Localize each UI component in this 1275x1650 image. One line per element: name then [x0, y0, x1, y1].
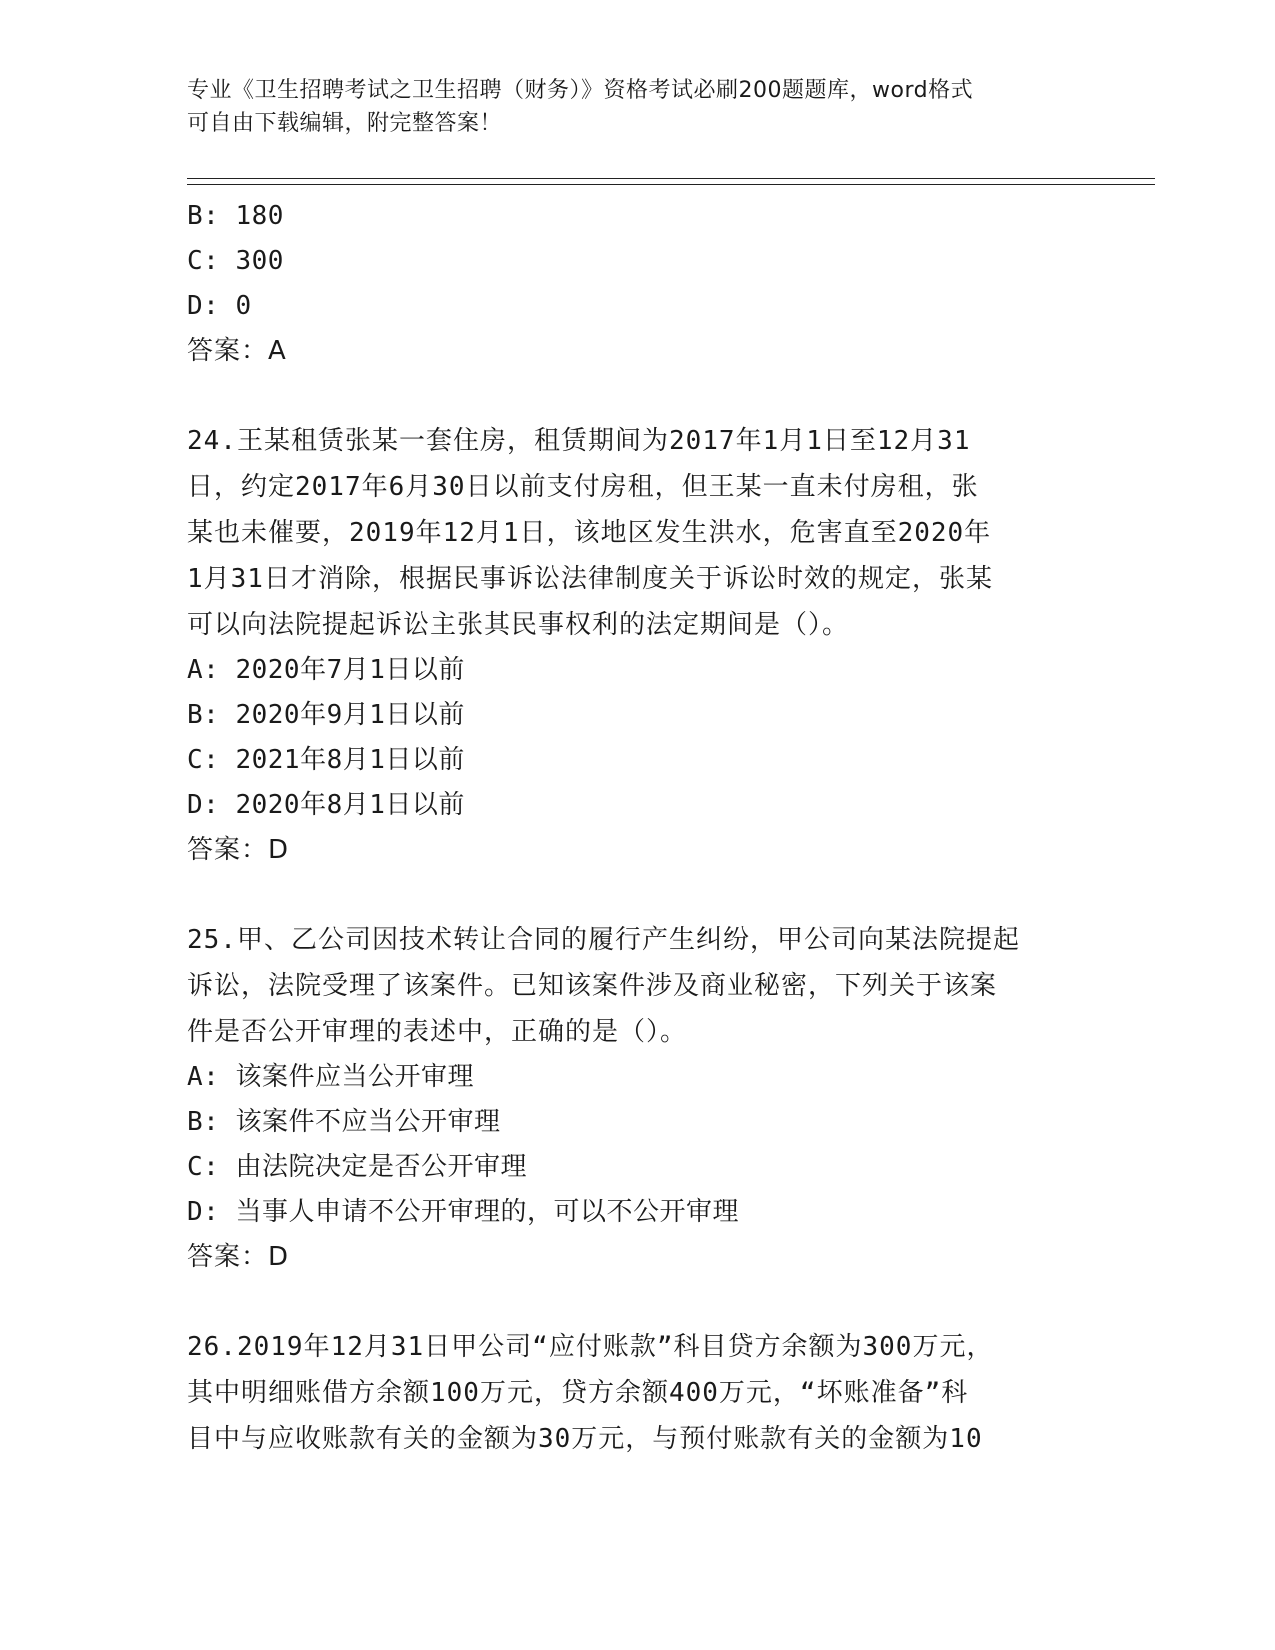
- header-rule-top: [187, 178, 1155, 179]
- option-d: D: 当事人申请不公开审理的，可以不公开审理: [187, 1197, 739, 1227]
- option-a: A: 该案件应当公开审理: [187, 1062, 474, 1092]
- question-24: [187, 418, 1087, 873]
- option-c: C: 300: [187, 246, 284, 276]
- answer: 答案：D: [187, 835, 290, 865]
- option-b: B: 2020年9月1日以前: [187, 700, 465, 730]
- question-25: [187, 917, 1087, 1280]
- option-d: D: 0: [187, 291, 252, 321]
- document-header: [187, 74, 1067, 140]
- option-c: C: 2021年8月1日以前: [187, 745, 465, 775]
- question-text-line: 诉讼，法院受理了该案件。已知该案件涉及商业秘密，下列关于该案: [187, 971, 998, 1001]
- question-text-line: 24.王某租赁张某一套住房，租赁期间为2017年1月1日至12月31: [187, 426, 971, 456]
- question-text-line: 可以向法院提起诉讼主张其民事权利的法定期间是（）。: [187, 610, 850, 640]
- question-text-line: 日，约定2017年6月30日以前支付房租，但王某一直未付房租，张: [187, 472, 979, 502]
- answer: 答案：D: [187, 1242, 290, 1272]
- question-text-line: 某也未催要，2019年12月1日，该地区发生洪水，危害直至2020年: [187, 518, 992, 548]
- option-a: A: 2020年7月1日以前: [187, 655, 465, 685]
- question-text-line: 件是否公开审理的表述中，正确的是（）。: [187, 1017, 688, 1047]
- option-b: B: 该案件不应当公开审理: [187, 1107, 501, 1137]
- previous-question: [187, 194, 1087, 374]
- option-b: B: 180: [187, 201, 284, 231]
- question-text-line: 其中明细账借方余额100万元，贷方余额400万元，“坏账准备”科: [187, 1378, 969, 1408]
- question-text-line: 25.甲、乙公司因技术转让合同的履行产生纠纷，甲公司向某法院提起: [187, 925, 1020, 955]
- document-body: [187, 194, 1087, 1462]
- question-text-line: 1月31日才消除，根据民事诉讼法律制度关于诉讼时效的规定，张某: [187, 564, 993, 594]
- header-line-2: 可自由下载编辑，附完整答案！: [187, 111, 503, 136]
- header-rule-bottom: [187, 184, 1155, 185]
- option-c: C: 由法院决定是否公开审理: [187, 1152, 527, 1182]
- answer: 答案：A: [187, 336, 287, 366]
- option-d: D: 2020年8月1日以前: [187, 790, 465, 820]
- header-line-1: 专业《卫生招聘考试之卫生招聘（财务）》资格考试必刷200题题库，word格式: [187, 78, 974, 103]
- question-text-line: 26.2019年12月31日甲公司“应付账款”科目贷方余额为300万元，: [187, 1332, 994, 1362]
- question-26: [187, 1324, 1087, 1462]
- question-text-line: 目中与应收账款有关的金额为30万元，与预付账款有关的金额为10: [187, 1424, 983, 1454]
